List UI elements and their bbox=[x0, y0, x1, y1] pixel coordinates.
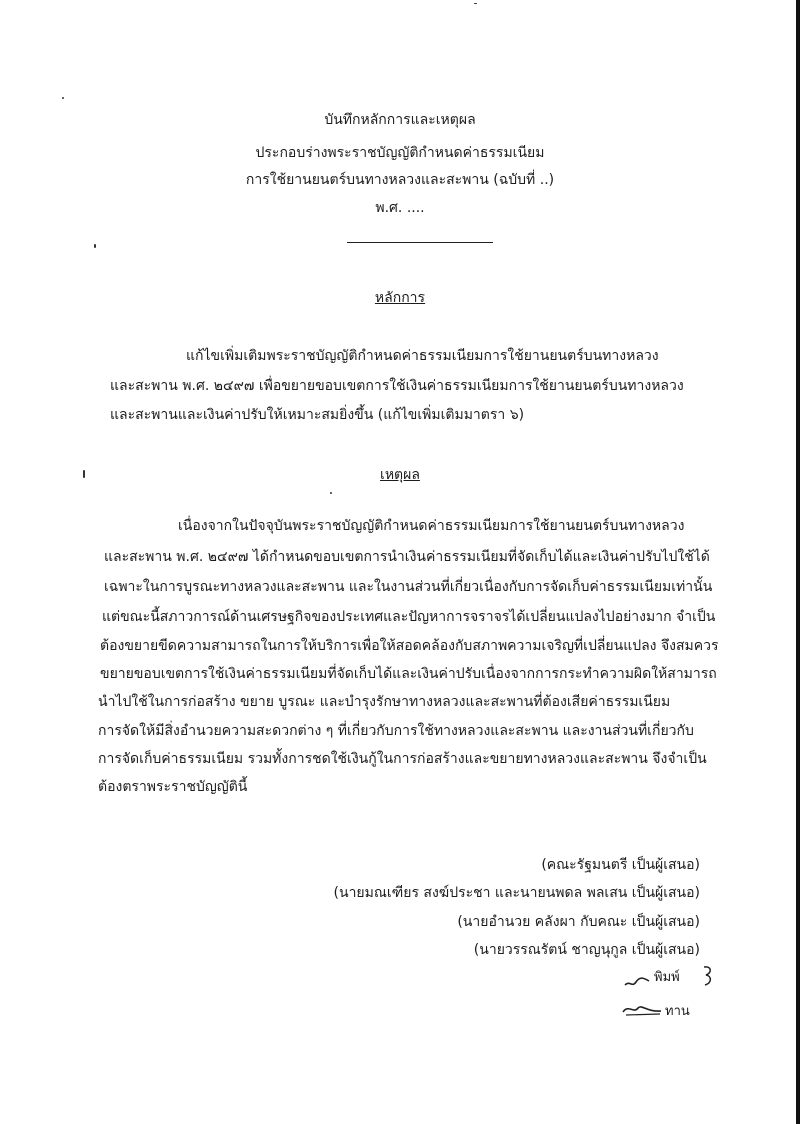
scan-speck bbox=[94, 244, 96, 248]
initials-signature-2 bbox=[700, 964, 716, 988]
principle-heading: หลักการ bbox=[374, 290, 426, 306]
reason-line: แต่ขณะนี้สภาวการณ์ด้านเศรษฐกิจของประเทศและปัญหาการจราจรได้เปลี่ยนแปลงไปอย่างมาก จำเป็น bbox=[102, 609, 716, 625]
scan-speck bbox=[474, 3, 477, 4]
check-mark-label: ทาน bbox=[665, 1004, 690, 1019]
reason-line: และสะพาน พ.ศ. ๒๔๙๗ ได้กำหนดขอบเขตการนำเงินค่าธรรมเนียมที่จัดเก็บได้และเงินค่าปรับไปใช้ได้ bbox=[104, 549, 710, 565]
reason-line: การจัดเก็บค่าธรรมเนียม รวมทั้งการชดใช้เงินกู้ในการก่อสร้างและขยายทางหลวงและสะพาน จึงจำเป็น bbox=[98, 751, 707, 767]
proposer-line: (นายวรรณรัตน์ ชาญนุกูล เป็นผู้เสนอ) bbox=[473, 942, 700, 958]
page-edge-shadow bbox=[796, 0, 800, 1124]
reason-heading: เหตุผล bbox=[380, 467, 420, 483]
print-mark-label: พิมพ์ bbox=[654, 970, 680, 985]
scan-speck bbox=[62, 97, 64, 99]
document-year: พ.ศ. .... bbox=[375, 200, 425, 216]
principle-line: และสะพาน พ.ศ. ๒๔๙๗ เพื่อขยายขอบเขตการใช้เงินค่าธรรมเนียมการใช้ยานยนตร์บนทางหลวง bbox=[110, 378, 684, 394]
reason-line: เนื่องจากในปัจจุบันพระราชบัญญัติกำหนดค่าธรรมเนียมการใช้ยานยนตร์บนทางหลวง bbox=[178, 518, 685, 534]
principle-line: และสะพานและเงินค่าปรับให้เหมาะสมยิ่งขึ้น (แก้ไขเพิ่มเติมมาตรา ๖) bbox=[110, 407, 525, 423]
reason-line: เฉพาะในการบูรณะทางหลวงและสะพาน และในงานส่วนที่เกี่ยวเนื่องกับการจัดเก็บค่าธรรมเนียมเท่านั้น bbox=[104, 579, 713, 595]
document-title: บันทึกหลักการและเหตุผล bbox=[324, 112, 476, 128]
initials-signature-1 bbox=[622, 970, 652, 992]
reason-line: ขยายขอบเขตการใช้เงินค่าธรรมเนียมที่จัดเก็บได้และเงินค่าปรับเนื่องจากการกระทำความผิดให้สามารถ bbox=[100, 666, 717, 682]
document-subtitle: ประกอบร่างพระราชบัญญัติกำหนดค่าธรรมเนียม bbox=[255, 145, 545, 161]
scan-speck bbox=[330, 492, 332, 494]
proposer-line: (นายอำนวย คลังผา กับคณะ เป็นผู้เสนอ) bbox=[457, 914, 700, 930]
initials-signature-3 bbox=[620, 998, 664, 1020]
proposer-line: (คณะรัฐมนตรี เป็นผู้เสนอ) bbox=[541, 857, 700, 873]
proposer-line: (นายมณเฑียร สงฆ์ประชา และนายนพดล พลเสน เป็นผู้เสนอ) bbox=[333, 885, 700, 901]
reason-line: ต้องตราพระราชบัญญัตินี้ bbox=[98, 779, 248, 795]
reason-line: ต้องขยายขีดความสามารถในการให้บริการเพื่อให้สอดคล้องกับสภาพความเจริญที่เปลี่ยนแปลง จึงสมควร bbox=[100, 638, 719, 654]
principle-line: แก้ไขเพิ่มเติมพระราชบัญญัติกำหนดค่าธรรมเนียมการใช้ยานยนตร์บนทางหลวง bbox=[186, 348, 659, 364]
reason-line: นำไปใช้ในการก่อสร้าง ขยาย บูรณะ และบำรุงรักษาทางหลวงและสะพานที่ต้องเสียค่าธรรมเนียม bbox=[98, 694, 671, 710]
title-divider bbox=[347, 242, 493, 243]
document-subtitle-2: การใช้ยานยนตร์บนทางหลวงและสะพาน (ฉบับที่ ..) bbox=[245, 172, 555, 188]
reason-line: การจัดให้มีสิ่งอำนวยความสะดวกต่าง ๆ ที่เกี่ยวกับการใช้ทางหลวงและสะพาน และงานส่วนที่เกี่ยวกับ bbox=[98, 723, 694, 739]
